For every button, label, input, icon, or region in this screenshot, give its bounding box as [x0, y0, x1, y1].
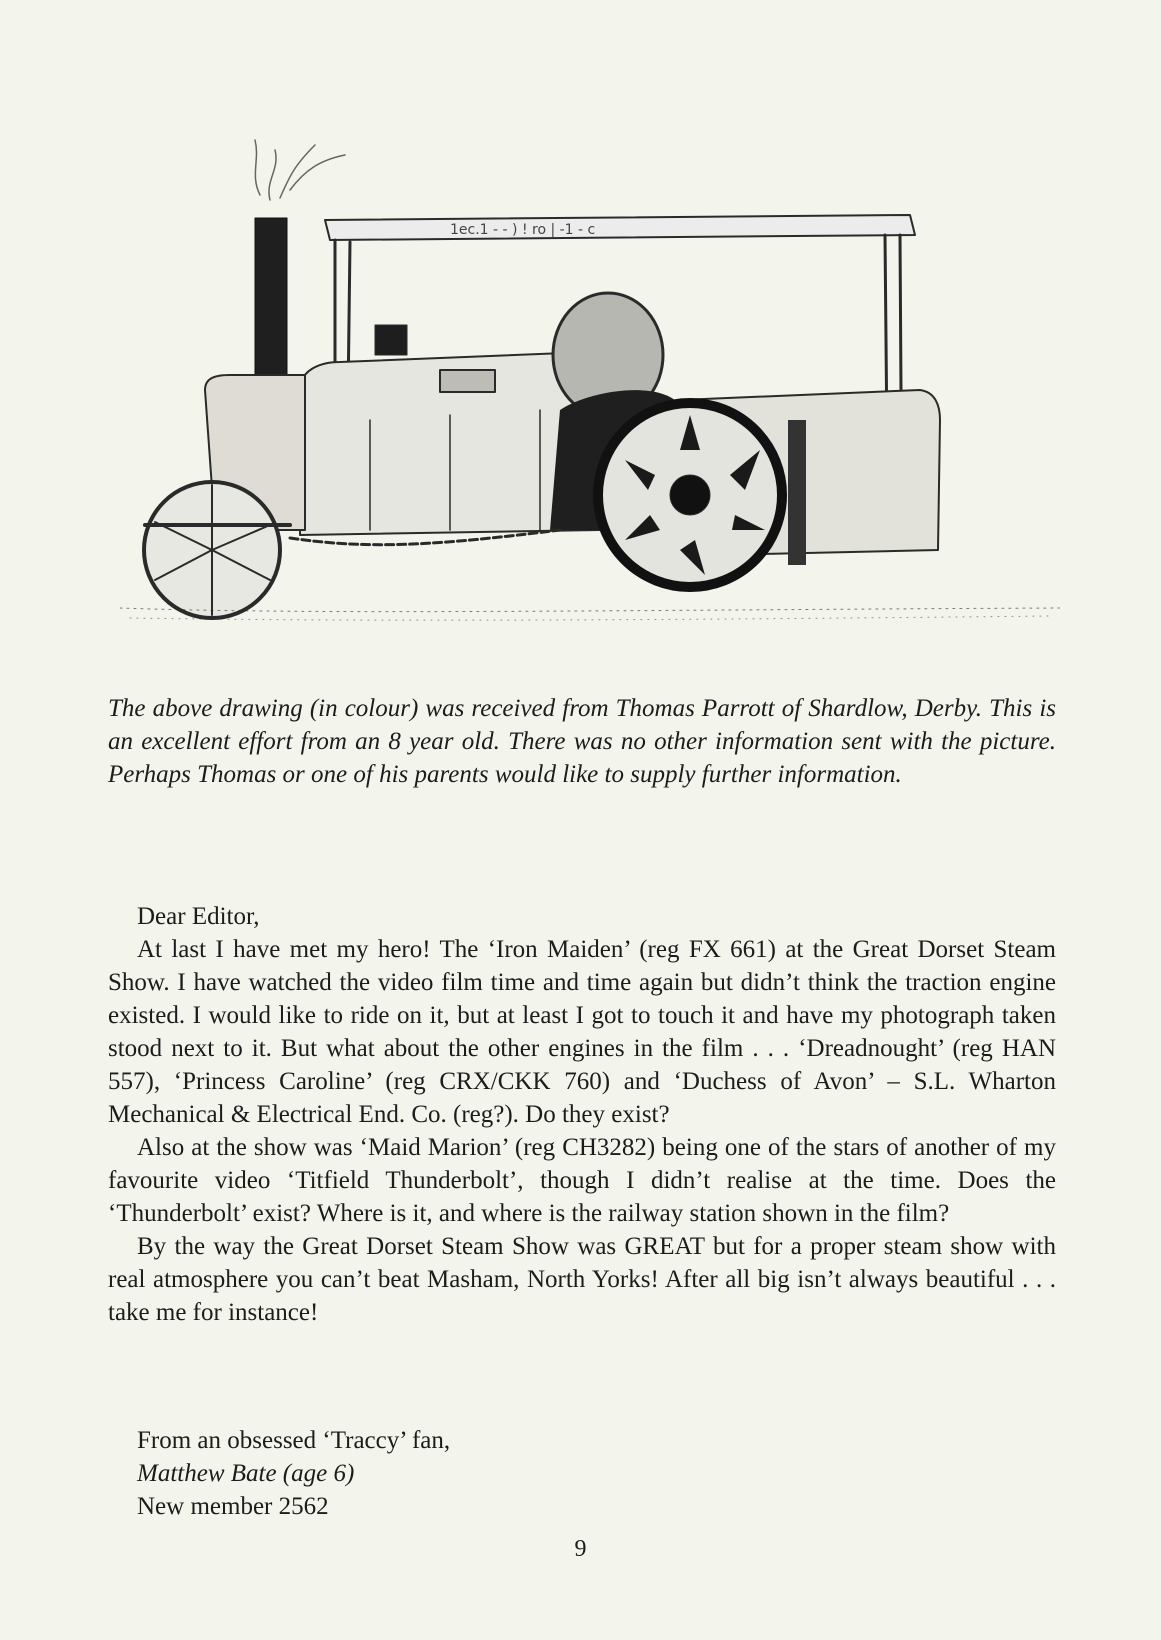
letter-salutation: Dear Editor,: [137, 903, 260, 930]
membership-number: New member 2562: [137, 1493, 329, 1520]
letter-closing: From an obsessed ‘Traccy’ fan,: [137, 1427, 451, 1454]
traction-engine-drawing: [120, 130, 1060, 670]
letter-signoff: [137, 1424, 837, 1523]
drawing-svg: [120, 130, 1060, 670]
page-number: 9: [574, 1536, 587, 1562]
drawing-caption: The above drawing (in colour) was received from Thomas Parrott of Shardlow, Derby. This is an excellent effort from an 8 year old. There was no other information sent with the picture. Perhaps Thomas or one of his parents would like to supply further information.: [108, 695, 1056, 788]
letter-body: [108, 900, 1056, 1329]
letter-paragraph: By the way the Great Dorset Steam Show was GREAT but for a proper steam show with real atmosphere you can’t beat Masham, North Yorks! After all big isn’t always beautiful . . . take me for instance!: [108, 1233, 1056, 1326]
letter-signature: Matthew Bate (age 6): [137, 1460, 355, 1487]
letter-paragraph: Also at the show was ‘Maid Marion’ (reg CH3282) being one of the stars of another of my favourite video ‘Titfield Thunderbolt’, though I didn’t realise at the time. Does the ‘Thunderbolt’ exist? Where is it, and where is the railway station shown in the film?: [108, 1134, 1056, 1227]
canopy-text: 1ec.1 - - ) ! ro | -1 - c: [450, 222, 596, 238]
letter-paragraph: At last I have met my hero! The ‘Iron Maiden’ (reg FX 661) at the Great Dorset Steam Show. I have watched the video film time and time again but didn’t think the traction engine existed. I would like to ride on it, but at least I got to touch it and have my photograph taken stood next to it. But what about the other engines in the film . . . ‘Dreadnought’ (reg HAN 557), ‘Princess Caroline’ (reg CRX/CKK 760) and ‘Duchess of Avon’ – S.L. Wharton Mechanical & Electrical End. Co. (reg?). Do they exist?: [108, 936, 1056, 1128]
